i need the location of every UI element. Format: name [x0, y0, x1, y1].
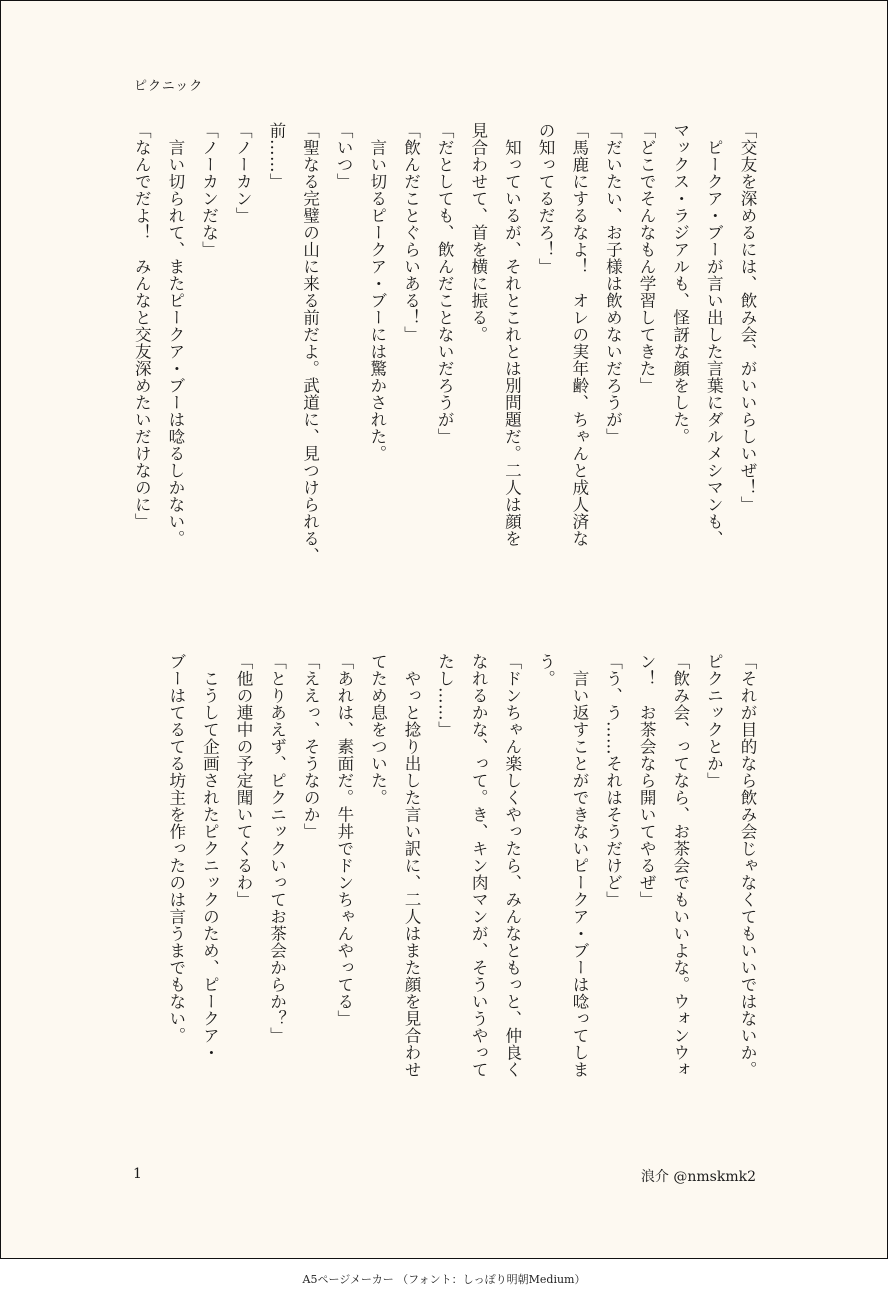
text-column: 「なんでだよ！ みんなと交友深めたいだけなのに」: [132, 122, 152, 530]
page-title: ピクニック: [134, 79, 204, 94]
text-column: 言い切るピークア・ブーには驚かされた。: [367, 122, 387, 462]
text-column: 「だとしても、飲んだことないだろうが」: [435, 122, 455, 445]
text-column: なれるかな、って。き、キン肉マンが、そういうやって: [469, 653, 489, 1078]
text-column: 「ええっ、そうなのか」: [301, 653, 321, 840]
text-column: たし……」: [435, 653, 455, 738]
text-column: てため息をついた。: [368, 653, 388, 806]
text-column: やっと捻り出した言い訳に、二人はまた顔を見合わせ: [402, 653, 421, 1078]
text-column: 「だいたい、お子様は飲めないだろうが」: [603, 122, 623, 445]
text-column: 前……」: [266, 122, 286, 190]
text-column: の知ってるだろ！」: [536, 122, 556, 275]
text-column: ピクニックとか」: [704, 653, 724, 789]
text-column: 「飲み会、ってなら、お茶会でもいいよな。ウォンウォ: [670, 653, 690, 1078]
text-column: 「飲んだことぐらいある！」: [401, 122, 421, 343]
text-column: 「聖なる完璧の山に来る前だよ。武道に、見つけられる、: [300, 122, 320, 564]
text-column: 「交友を深めるには、飲み会、がいいらしいぜ！」: [738, 122, 757, 513]
text-column: 「とりあえず、ピクニックいってお茶会からか？」: [267, 653, 287, 1044]
text-column: ピークア・ブーが言い出した言葉にダルメシマンも、: [704, 122, 724, 547]
text-column: 「あれは、素面だ。牛丼でドンちゃんやってる」: [334, 653, 354, 1027]
text-column: ン！ お茶会なら開いてやるぜ」: [637, 653, 657, 908]
text-column: 知っているが、それとこれとは別問題だ。二人は顔を: [502, 122, 522, 547]
text-column: う。: [536, 653, 556, 687]
text-column: 「それが目的なら飲み会じゃなくてもいいではないか。: [738, 653, 757, 1078]
footer-credit: A5ページメーカー （フォント：しっぽり明朝Medium）: [302, 1273, 586, 1286]
text-column: 見合わせて、首を横に振る。: [468, 122, 488, 343]
text-column: 「ノーカンだな」: [199, 122, 219, 258]
text-column: 「馬鹿にするなよ！ オレの実年齢、ちゃんと成人済な: [569, 122, 589, 547]
text-column: こうして企画されたピクニックのため、ピークア・: [200, 653, 220, 1061]
text-column: マックス・ラジアルも、怪訝な顔をした。: [670, 122, 690, 445]
text-column: 「他の連中の予定聞いてくるわ」: [234, 653, 253, 908]
text-column: 「う、う……それはそうだけど」: [603, 653, 623, 908]
text-column: ブーはてるてる坊主を作ったのは言うまでもない。: [166, 653, 186, 1044]
text-column: 言い返すことができないピークア・ブーは唸ってしま: [570, 653, 589, 1078]
author-credit: 浪介 @nmskmk2: [640, 1169, 756, 1185]
page-number: 1: [133, 1166, 142, 1182]
text-column: 「ドンちゃん楽しくやったら、みんなともっと、仲良く: [502, 653, 522, 1078]
text-column: 「いつ」: [334, 122, 354, 190]
text-column: 「どこでそんなもん学習してきた」: [637, 122, 657, 394]
text-column: 「ノーカン」: [233, 122, 253, 224]
text-column: 言い切られて、またピークア・ブーは唸るしかない。: [165, 122, 185, 547]
